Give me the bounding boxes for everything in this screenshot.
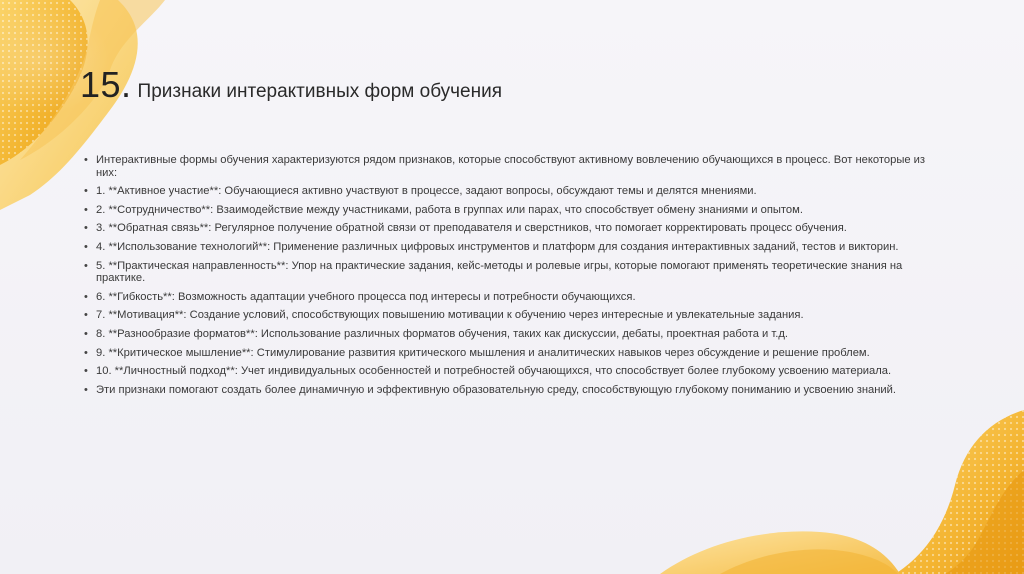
bullet-intro: • Интерактивные формы обучения характеризуются рядом признаков, которые способствуют активному вовлечению обучающихся в процесс. Вот некоторые из них: bbox=[86, 154, 946, 179]
bullet-cooperation: • 2. **Сотрудничество**: Взаимодействие между участниками, работа в группах или парах, что способствует обмену знаниями и опытом. bbox=[86, 204, 946, 217]
bullet-personal-approach: • 10. **Личностный подход**: Учет индивидуальных особенностей и потребностей обучающихся, что способствует более глубокому усвоению материала. bbox=[86, 365, 946, 378]
bullet-list bbox=[86, 154, 946, 402]
slide-title-text: Признаки интерактивных форм обучения bbox=[137, 81, 503, 102]
bullet-active-participation: • 1. **Активное участие**: Обучающиеся активно участвуют в процессе, задают вопросы, обсуждают темы и делятся мнениями. bbox=[86, 185, 946, 198]
bullet-practical-orientation: • 5. **Практическая направленность**: Упор на практические задания, кейс-методы и ролевые игры, которые помогают применять теоретические знания на практике. bbox=[86, 260, 946, 285]
slide-title bbox=[80, 64, 502, 106]
bullet-motivation: • 7. **Мотивация**: Создание условий, способствующих повышению мотивации к обучению через интересные и увлекательные задания. bbox=[86, 309, 946, 322]
bullet-flexibility: • 6. **Гибкость**: Возможность адаптации учебного процесса под интересы и потребности обучающихся. bbox=[86, 291, 946, 304]
bullet-technology: • 4. **Использование технологий**: Применение различных цифровых инструментов и платформ для создания интерактивных заданий, тестов и викторин. bbox=[86, 241, 946, 254]
bullet-format-variety: • 8. **Разнообразие форматов**: Использование различных форматов обучения, таких как дискуссии, дебаты, проектная работа и т.д. bbox=[86, 328, 946, 341]
slide-number: 15. bbox=[80, 64, 132, 105]
bullet-critical-thinking: • 9. **Критическое мышление**: Стимулирование развития критического мышления и аналитических навыков через обсуждение и решение проблем. bbox=[86, 347, 946, 360]
bullet-conclusion: • Эти признаки помогают создать более динамичную и эффективную образовательную среду, способствующую глубокому пониманию и усвоению знаний. bbox=[86, 384, 946, 397]
bullet-feedback: • 3. **Обратная связь**: Регулярное получение обратной связи от преподавателя и сверстников, что помогает корректировать процесс обучения. bbox=[86, 222, 946, 235]
